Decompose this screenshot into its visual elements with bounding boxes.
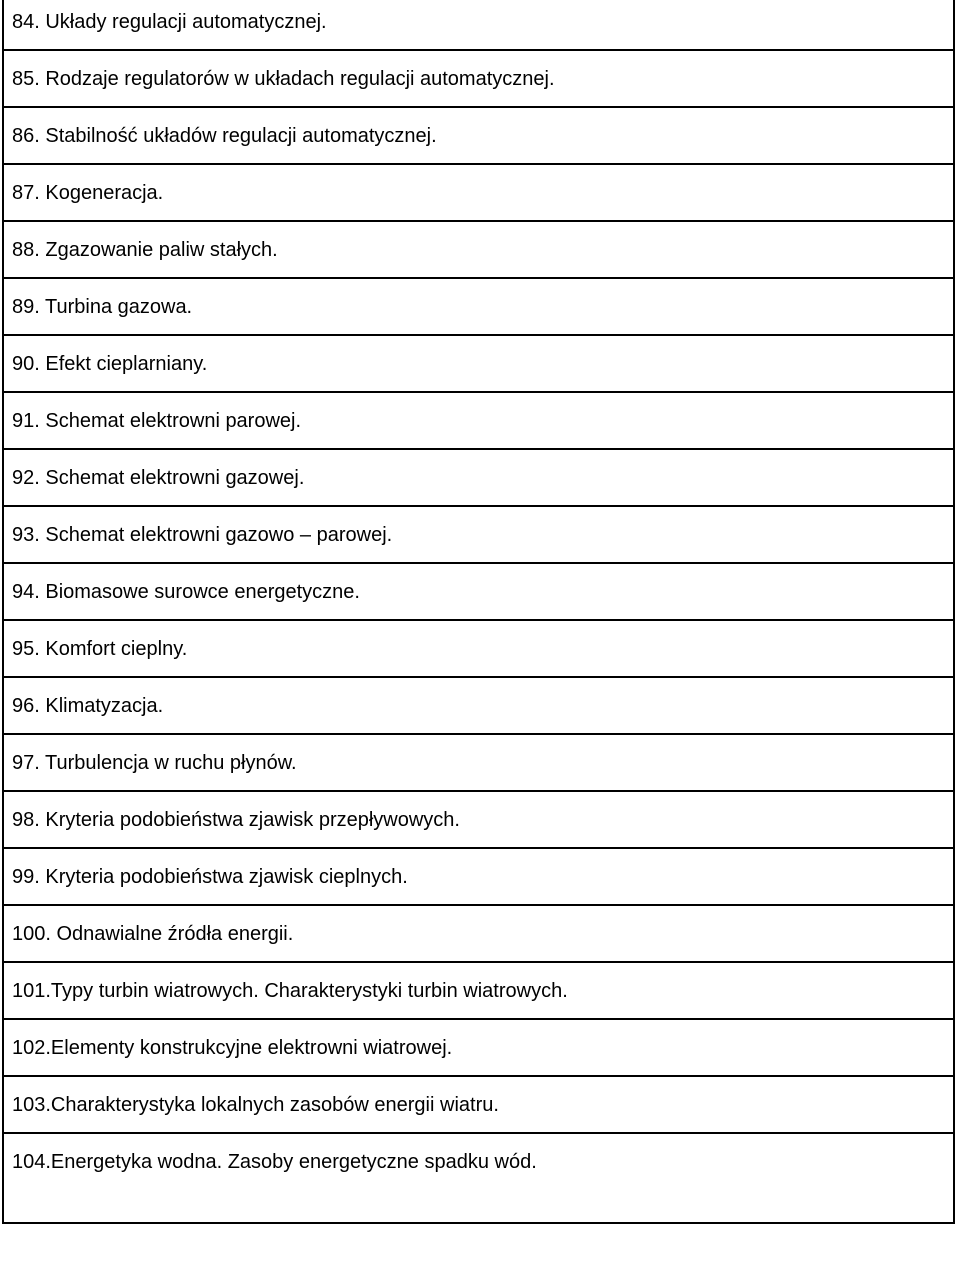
table-row [3,107,954,164]
table-row [3,164,954,221]
table-row [3,50,954,107]
topic-cell [3,1133,954,1223]
table-row [3,449,954,506]
topic-cell [3,50,954,107]
topic-text: 84. Układy regulacji automatycznej. [12,11,327,33]
topic-text: 100. Odnawialne źródła energii. [12,923,294,945]
topic-text: 90. Efekt cieplarniany. [12,353,208,375]
topic-cell [3,107,954,164]
table-row [3,620,954,677]
table-row [3,677,954,734]
topic-text: 95. Komfort cieplny. [12,638,188,660]
topic-cell [3,563,954,620]
topic-text: 99. Kryteria podobieństwa zjawisk cieplnych. [12,866,408,888]
table-row [3,335,954,392]
topic-text: 85. Rodzaje regulatorów w układach regulacji automatycznej. [12,68,555,90]
topic-text: 102.Elementy konstrukcyjne elektrowni wiatrowej. [12,1037,453,1059]
topic-text: 86. Stabilność układów regulacji automatycznej. [12,125,437,147]
topic-cell [3,278,954,335]
topic-text: 101.Typy turbin wiatrowych. Charakterystyki turbin wiatrowych. [12,980,568,1002]
table-row [3,563,954,620]
topic-cell [3,677,954,734]
topic-text: 96. Klimatyzacja. [12,695,164,717]
topic-text: 92. Schemat elektrowni gazowej. [12,467,305,489]
topic-cell [3,1019,954,1076]
topic-text: 91. Schemat elektrowni parowej. [12,410,302,432]
topic-text: 103.Charakterystyka lokalnych zasobów energii wiatru. [12,1094,499,1116]
table-row [3,962,954,1019]
topic-cell [3,791,954,848]
topic-cell [3,164,954,221]
table-row [3,278,954,335]
topic-cell [3,848,954,905]
topic-text: 87. Kogeneracja. [12,182,164,204]
topic-cell [3,962,954,1019]
table-row [3,1076,954,1133]
topic-cell [3,449,954,506]
topic-text: 93. Schemat elektrowni gazowo – parowej. [12,524,393,546]
table-row [3,1133,954,1223]
table-row [3,734,954,791]
table-row [3,905,954,962]
topic-cell [3,506,954,563]
topic-cell [3,221,954,278]
topic-text: 89. Turbina gazowa. [12,296,193,318]
table-row [3,0,954,50]
table-row [3,791,954,848]
topic-cell [3,0,954,50]
topic-text: 88. Zgazowanie paliw stałych. [12,239,278,261]
topic-cell [3,1076,954,1133]
topic-text: 104.Energetyka wodna. Zasoby energetyczne spadku wód. [12,1151,537,1173]
topic-text: 98. Kryteria podobieństwa zjawisk przepływowych. [12,809,460,831]
topic-cell [3,335,954,392]
table-row [3,392,954,449]
table-row [3,506,954,563]
table-row [3,221,954,278]
topic-text: 97. Turbulencja w ruchu płynów. [12,752,297,774]
topic-cell [3,734,954,791]
topic-text: 94. Biomasowe surowce energetyczne. [12,581,360,603]
table-row [3,848,954,905]
topic-cell [3,620,954,677]
topic-cell [3,392,954,449]
table-row [3,1019,954,1076]
topic-cell [3,905,954,962]
topics-table [2,0,955,1224]
